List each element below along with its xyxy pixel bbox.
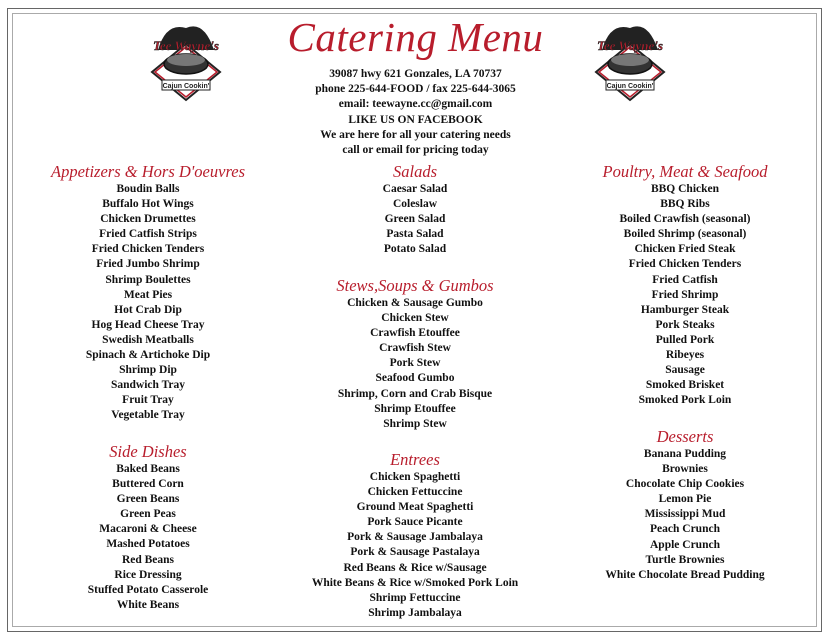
- menu-item: Hog Head Cheese Tray: [91, 318, 205, 331]
- item-list: [290, 182, 540, 257]
- menu-item: Coleslaw: [392, 198, 438, 211]
- section-appetizers: [28, 162, 268, 424]
- menu-item: Crawfish Stew: [379, 342, 451, 355]
- menu-item: Sandwich Tray: [110, 379, 186, 392]
- section-side-dishes: [28, 442, 268, 613]
- menu-item: Pulled Pork: [655, 333, 715, 346]
- menu-item: Macaroni & Cheese: [99, 523, 197, 536]
- menu-item: Spinach & Artichoke Dip: [85, 349, 211, 362]
- menu-item: Mississippi Mud: [644, 508, 726, 521]
- menu-item: Vegetable Tray: [111, 409, 185, 422]
- section-title: Desserts: [656, 427, 714, 446]
- email-line: email: teewayne.cc@gmail.com: [338, 98, 493, 111]
- menu-item: White Chocolate Bread Pudding: [605, 568, 765, 581]
- menu-item: Chicken Stew: [381, 312, 449, 325]
- section-poultry-meat-seafood: [565, 162, 805, 408]
- menu-item: Ground Meat Spaghetti: [356, 501, 474, 514]
- menu-item: Chicken Fettuccine: [367, 486, 463, 499]
- menu-item: Smoked Pork Loin: [638, 394, 732, 407]
- menu-item: Pork & Sausage Jambalaya: [347, 531, 483, 544]
- menu-item: Sausage: [665, 364, 705, 377]
- menu-item: Buttered Corn: [112, 478, 184, 491]
- menu-item: White Beans: [116, 598, 180, 611]
- menu-item: Pork & Sausage Pastalaya: [350, 546, 480, 559]
- section-title: Appetizers & Hors D'oeuvres: [50, 162, 246, 181]
- menu-item: Red Beans & Rice w/Sausage: [343, 561, 487, 574]
- facebook-line: LIKE US ON FACEBOOK: [348, 113, 483, 126]
- menu-item: Boiled Shrimp (seasonal): [623, 228, 747, 241]
- menu-item: Brownies: [662, 463, 708, 476]
- page-title: Catering Menu: [287, 14, 544, 60]
- section-entrees: [290, 450, 540, 621]
- menu-item: Smoked Brisket: [645, 379, 725, 392]
- menu-item: Chicken & Sausage Gumbo: [347, 297, 483, 309]
- menu-item: Green Salad: [384, 213, 446, 226]
- menu-item: Shrimp Boulettes: [105, 273, 191, 286]
- item-list: [28, 182, 268, 424]
- menu-item: Fried Chicken Tenders: [628, 258, 742, 271]
- menu-item: Rice Dressing: [114, 568, 182, 581]
- menu-item: Green Beans: [116, 493, 180, 506]
- section-desserts: [565, 427, 805, 583]
- svg-text:Cajun Cookin': Cajun Cookin': [606, 83, 654, 90]
- svg-text:Tee Wayne's: Tee Wayne's: [153, 38, 219, 53]
- menu-item: Shrimp Etouffee: [374, 402, 456, 415]
- menu-item: Boiled Crawfish (seasonal): [619, 213, 751, 226]
- menu-item: BBQ Chicken: [650, 183, 720, 195]
- item-list: [290, 296, 540, 432]
- svg-text:Tee Wayne's: Tee Wayne's: [597, 38, 663, 53]
- menu-item: Hamburger Steak: [640, 303, 730, 316]
- menu-item: Shrimp, Corn and Crab Bisque: [337, 387, 493, 400]
- menu-item: Pork Sauce Picante: [367, 516, 463, 529]
- pricing-line: call or email for pricing today: [342, 144, 489, 157]
- menu-item: Buffalo Hot Wings: [102, 198, 194, 211]
- item-list: [565, 447, 805, 583]
- menu-item: Ribeyes: [665, 349, 705, 362]
- menu-item: Turtle Brownies: [645, 553, 725, 566]
- menu-item: Boudin Balls: [116, 183, 180, 195]
- menu-item: Shrimp Fettuccine: [369, 591, 461, 604]
- section-title: Salads: [392, 162, 437, 181]
- menu-item: White Beans & Rice w/Smoked Pork Loin: [311, 576, 519, 589]
- menu-item: Chicken Fried Steak: [634, 243, 736, 256]
- item-list: [290, 470, 540, 621]
- svg-text:Cajun Cookin': Cajun Cookin': [162, 83, 210, 90]
- contact-block: [0, 67, 831, 158]
- menu-item: Fried Jumbo Shrimp: [96, 258, 200, 271]
- section-stews: [290, 276, 540, 432]
- menu-item: Peach Crunch: [650, 523, 720, 536]
- menu-item: Hot Crab Dip: [114, 303, 182, 316]
- menu-item: Shrimp Stew: [383, 417, 447, 430]
- menu-item: Mashed Potatoes: [106, 538, 190, 551]
- menu-item: Pork Steaks: [655, 318, 715, 331]
- section-title: Poultry, Meat & Seafood: [602, 162, 768, 181]
- menu-item: BBQ Ribs: [660, 198, 710, 211]
- tagline-line: We are here for all your catering needs: [320, 128, 511, 141]
- menu-item: Fried Shrimp: [651, 288, 719, 301]
- menu-item: Pork Stew: [389, 357, 441, 370]
- menu-item: Stuffed Potato Casserole: [87, 583, 209, 596]
- menu-item: Meat Pies: [123, 288, 173, 301]
- menu-item: Chicken Spaghetti: [369, 471, 461, 483]
- menu-item: Green Peas: [120, 508, 176, 521]
- item-list: [565, 182, 805, 408]
- menu-item: Caesar Salad: [382, 183, 448, 195]
- menu-item: Shrimp Dip: [119, 364, 177, 377]
- menu-item: Apple Crunch: [650, 538, 720, 551]
- menu-item: Swedish Meatballs: [102, 333, 194, 346]
- menu-item: Red Beans: [121, 553, 175, 566]
- menu-item: Pasta Salad: [386, 228, 444, 241]
- menu-item: Fried Catfish Strips: [99, 228, 197, 241]
- menu-item: Fried Chicken Tenders: [91, 243, 205, 256]
- section-title: Entrees: [390, 450, 440, 469]
- menu-item: Fruit Tray: [122, 394, 174, 407]
- menu-item: Seafood Gumbo: [375, 372, 455, 385]
- menu-item: Potato Salad: [383, 243, 447, 256]
- menu-item: Chicken Drumettes: [100, 213, 196, 226]
- menu-item: Chocolate Chip Cookies: [625, 478, 745, 491]
- menu-item: Lemon Pie: [658, 493, 712, 506]
- menu-item: Shrimp Jambalaya: [368, 606, 462, 619]
- section-title: Stews,Soups & Gumbos: [336, 276, 494, 295]
- menu-item: Fried Catfish: [652, 273, 718, 286]
- menu-item: Crawfish Etouffee: [370, 327, 460, 340]
- section-salads: [290, 162, 540, 257]
- menu-item: Baked Beans: [116, 463, 180, 475]
- item-list: [28, 462, 268, 613]
- menu-item: Banana Pudding: [643, 448, 727, 460]
- address-line: 39087 hwy 621 Gonzales, LA 70737: [329, 68, 502, 80]
- section-title: Side Dishes: [109, 442, 187, 461]
- phone-line: phone 225-644-FOOD / fax 225-644-3065: [315, 83, 516, 96]
